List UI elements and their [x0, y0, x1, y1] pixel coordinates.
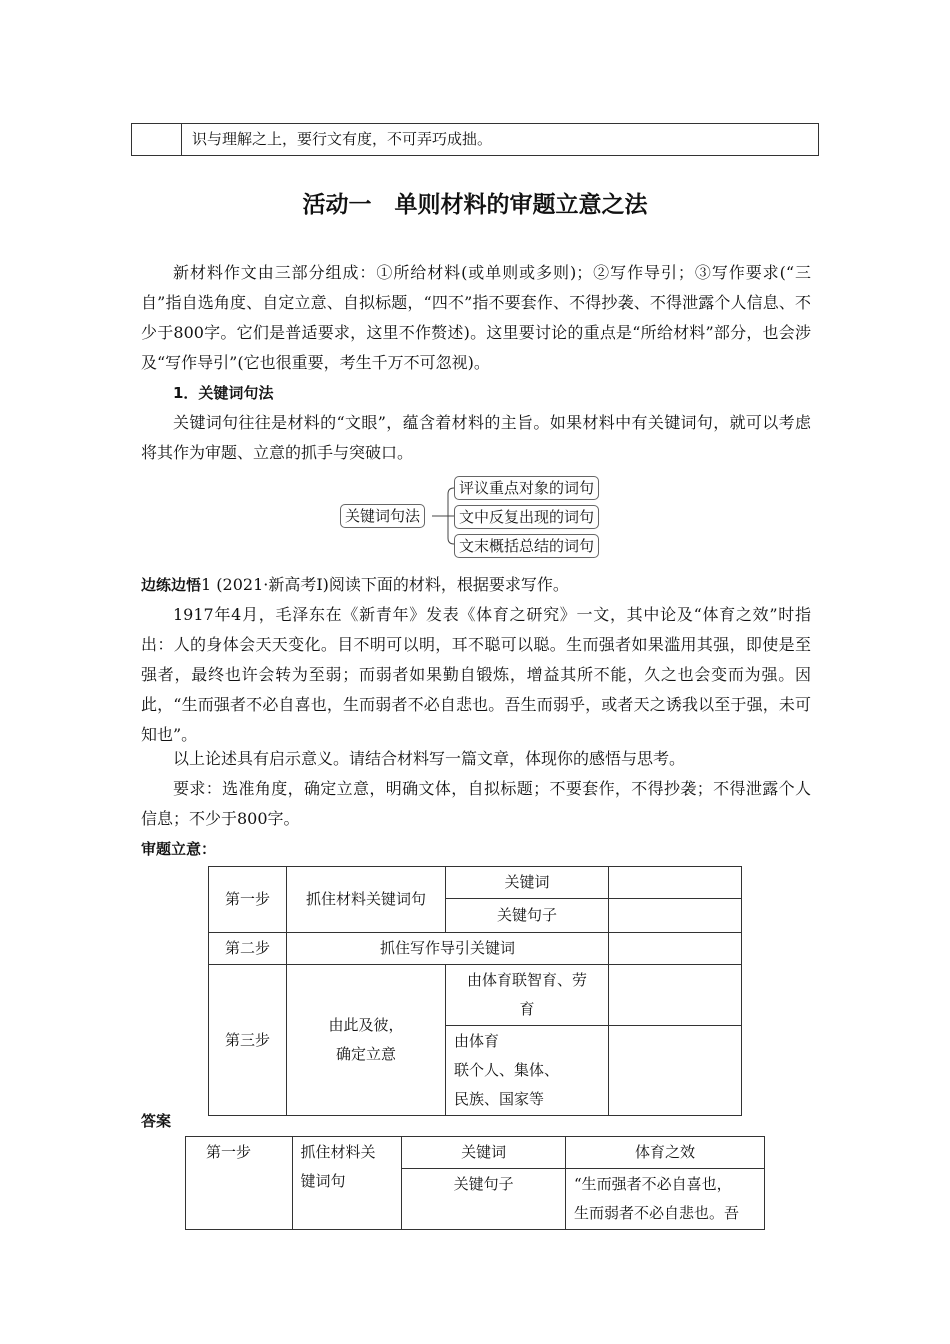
analysis-keysentence-blank	[609, 899, 742, 933]
analysis-step3-desc-line2: 确定立意	[336, 1045, 397, 1063]
section1-heading: 1．关键词句法	[173, 384, 274, 402]
diagram-root: 关键词句法	[340, 504, 425, 528]
analysis-step3: 第三步	[209, 965, 287, 1116]
answer-keysentence-line1: “生而强者不必自喜也，	[573, 1175, 732, 1193]
answer-keyword-label: 关键词	[402, 1137, 566, 1169]
diagram-branch-2: 文中反复出现的词句	[454, 505, 599, 529]
page-title: 活动一 单则材料的审题立意之法	[302, 192, 648, 218]
answer-keysentence-value	[565, 1169, 764, 1230]
analysis-step2-blank	[609, 933, 742, 965]
analysis-label: 审题立意：	[141, 840, 217, 858]
answer-label: 答案	[141, 1112, 172, 1130]
diagram-branch-3: 文末概括总结的词句	[454, 534, 599, 558]
analysis-step2-desc: 抓住写作导引关键词	[287, 933, 609, 965]
analysis-step3-b	[446, 1026, 609, 1116]
answer-keyword-value: 体育之效	[565, 1137, 764, 1169]
analysis-step1-desc: 抓住材料关键词句	[287, 867, 446, 933]
diagram-branch-1: 评议重点对象的词句	[454, 476, 599, 500]
analysis-keysentence-label: 关键句子	[446, 899, 609, 933]
exercise-prompt: 以上论述具有启示意义。请结合材料写一篇文章，体现你的感悟与思考。	[173, 749, 686, 768]
analysis-step3-b-line1: 由体育	[454, 1032, 500, 1050]
analysis-step3-b-line2: 联个人、集体、	[454, 1061, 560, 1079]
analysis-step3-a-line1: 由体育联智育、劳	[467, 971, 588, 989]
analysis-step3-b-line3: 民族、国家等	[454, 1090, 545, 1108]
answer-table	[185, 1136, 765, 1230]
answer-desc	[292, 1137, 402, 1230]
analysis-step1: 第一步	[209, 867, 287, 933]
answer-desc-line1: 抓住材料关	[300, 1143, 376, 1161]
analysis-step3-desc-line1: 由此及彼，	[328, 1016, 404, 1034]
exercise-source: 1 (2021·新高考Ⅰ)阅读下面的材料，根据要求写作。	[201, 575, 569, 594]
answer-step1: 第一步	[186, 1137, 293, 1230]
exercise-header	[141, 570, 811, 600]
analysis-step3-b-blank	[609, 1026, 742, 1116]
analysis-step3-a	[446, 965, 609, 1026]
analysis-step2: 第二步	[209, 933, 287, 965]
analysis-table	[208, 866, 742, 1116]
section1-text: 关键词句往往是材料的“文眼”，蕴含着材料的主旨。如果材料中有关键词句，就可以考虑将其作为审题、立意的抓手与突破口。	[141, 413, 811, 462]
answer-keysentence-line2: 生而弱者不必自悲也。吾	[573, 1204, 739, 1222]
exercise-material: 1917年4月，毛泽东在《新青年》发表《体育之研究》一文，其中论及“体育之效”时指出：人的身体会天天变化。目不明可以明，耳不聪可以聪。生而强者如果滥用其强，即使是至强者，最终也许会转为至弱；而弱者如果勤自锻炼，增益其所不能，久之也会变而为强。因此，“生而强者不必自喜也，生而弱者不必自悲也。吾生而弱乎，或者天之诱我以至于强，未可知也”。	[141, 605, 811, 744]
intro-paragraph: 新材料作文由三部分组成：①所给材料(或单则或多则)；②写作导引；③写作要求(“三自”指自选角度、自定立意、自拟标题，“四不”指不要套作、不得抄袭、不得泄露个人信息、不少于800字。它们是普适要求，这里不作赘述)。这里要讨论的重点是“所给材料”部分，也会涉及“写作导引”(它也很重要，考生千万不可忽视)。	[141, 263, 811, 372]
answer-keysentence-label: 关键句子	[402, 1169, 566, 1230]
analysis-step3-a-blank	[609, 965, 742, 1026]
exercise-label: 边练边悟	[141, 576, 202, 594]
answer-desc-line2: 键词句	[300, 1172, 346, 1190]
analysis-step3-a-line2: 育	[519, 1000, 535, 1018]
analysis-keyword-label: 关键词	[446, 867, 609, 899]
exercise-requirements: 要求：选准角度，确定立意，明确文体，自拟标题；不要套作，不得抄袭；不得泄露个人信息；不少于800字。	[141, 779, 811, 828]
analysis-step3-desc	[287, 965, 446, 1116]
top-table-text-cell: 识与理解之上，要行文有度，不可弄巧成拙。	[182, 124, 819, 156]
analysis-keyword-blank	[609, 867, 742, 899]
